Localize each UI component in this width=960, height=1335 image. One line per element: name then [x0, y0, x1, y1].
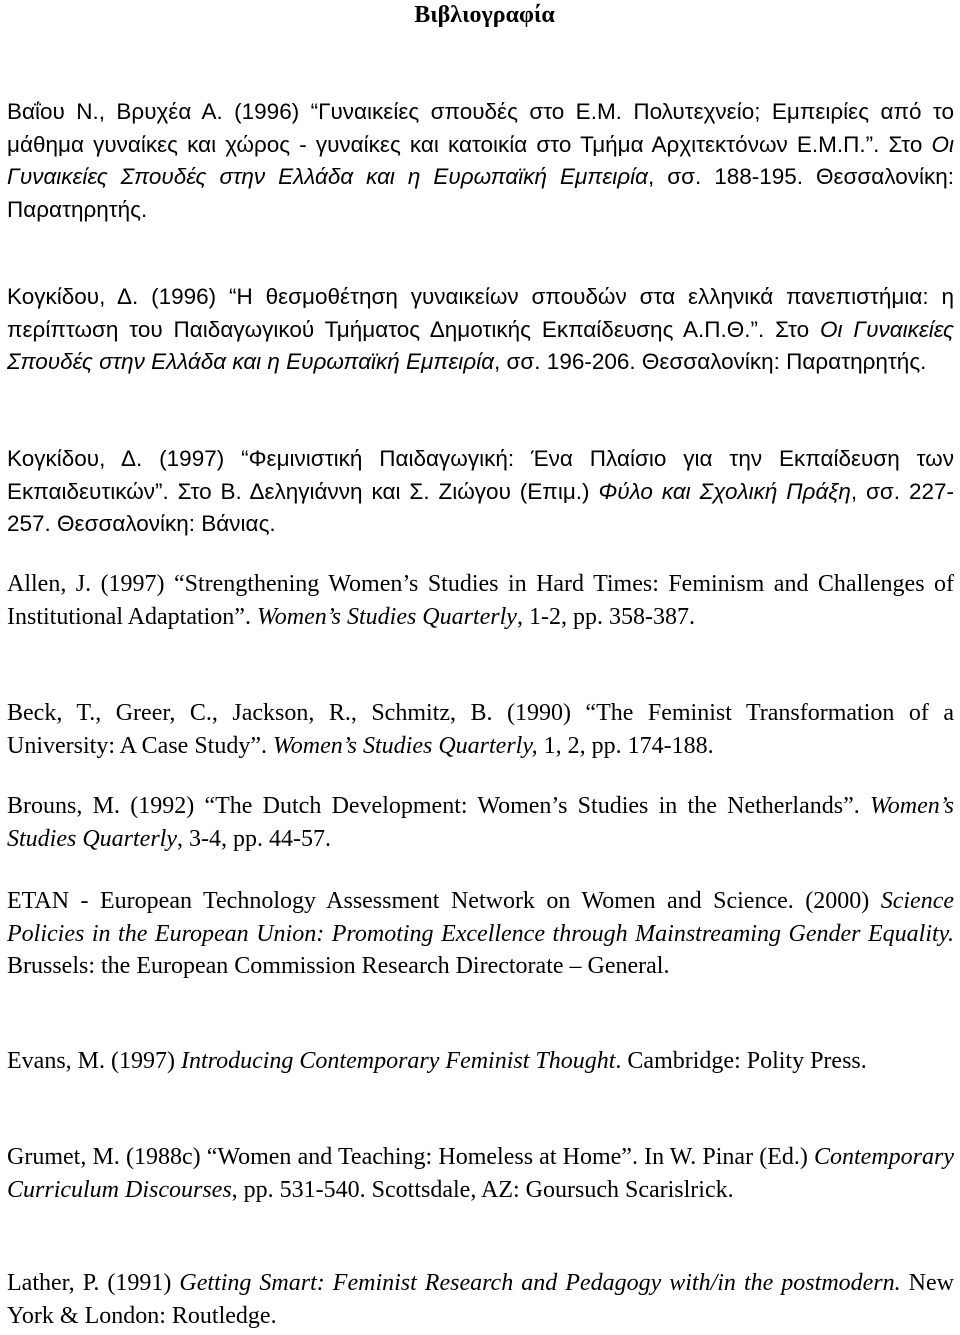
entry-text-segment: , σσ. 188-195. Θεσσαλονίκη: Παρατηρητής.: [7, 164, 955, 222]
entry-text-segment: Οι Γυναικείες Σπουδές στην Ελλάδα και η Ευρωπαϊκή Εμπειρία: [7, 131, 954, 190]
bibliography-entry-brouns: [7, 790, 954, 855]
bibliography-entry-kogkidou-1997: [7, 443, 954, 541]
entry-text-segment: Science Policies in the European Union: Promoting Excellence through Mainstreaming Gender Equality.: [7, 888, 954, 947]
bibliography-entry-evans: [7, 1045, 954, 1078]
bibliography-entry-kogkidou-1996: [7, 281, 954, 379]
bibliography-entry-vaiou: [7, 96, 954, 226]
entry-text-segment: , 1-2, pp. 358-387.: [516, 603, 695, 630]
bibliography-entry-allen: [7, 568, 954, 633]
entry-text-segment: Κογκίδου, Δ. (1997) “Φεμινιστική Παιδαγωγική: Ένα Πλαίσιο για την Εκπαίδευση των Εκπαιδευτικών”. Στο Β. Δεληγιάννη και Σ. Ζιώγου (Επιμ.): [7, 446, 954, 504]
entry-text-segment: , 3-4, pp. 44-57.: [176, 825, 331, 852]
entry-text-segment: , pp. 531-540. Scottsdale, AZ: Goursuch Scarislrick.: [231, 1176, 734, 1203]
entry-text-segment: Introducing Contemporary Feminist Thought: [180, 1048, 616, 1074]
entry-text-segment: Lather, P. (1991): [7, 1270, 180, 1296]
entry-text-segment: Women’s Studies Quarterly: [7, 793, 954, 852]
entry-text-segment: Brouns, M. (1992) “The Dutch Development: Women’s Studies in the Netherlands”.: [7, 793, 870, 819]
bibliography-entry-lather: [7, 1267, 954, 1332]
entry-text-segment: 1, 2, pp. 174-188.: [537, 732, 714, 759]
page-title: Βιβλιογραφία: [414, 2, 555, 28]
entry-text-segment: . Cambridge: Polity Press.: [615, 1048, 867, 1074]
entry-text-segment: Evans, M. (1997): [7, 1048, 181, 1074]
entry-text-segment: , σσ. 196-206. Θεσσαλονίκη: Παρατηρητής.: [494, 349, 927, 375]
entry-text-segment: Οι Γυναικείες Σπουδές στην Ελλάδα και η Ευρωπαϊκή Εμπειρία: [7, 316, 954, 375]
entry-text-segment: Brussels: the European Commission Research Directorate – General.: [7, 953, 670, 980]
entry-text-segment: Κογκίδου, Δ. (1996) “Η θεσμοθέτηση γυναικείων σπουδών στα ελληνικά πανεπιστήμια: η περίπτωση του Παιδαγωγικού Τμήματος Δημοτικής Εκπαίδευσης Α.Π.Θ.”. Στο: [7, 284, 954, 342]
bibliography-page: [7, 0, 955, 1329]
entry-text-segment: Φύλο και Σχολική Πράξη: [598, 478, 851, 504]
bibliography-entry-beck: [7, 697, 954, 762]
entry-text-segment: ETAN - European Technology Assessment Network on Women and Science. (2000): [7, 888, 881, 914]
entry-text-segment: , σσ. 227-257. Θεσσαλονίκη: Βάνιας.: [7, 478, 954, 537]
entry-text-segment: Allen, J. (1997) “Strengthening Women’s Studies in Hard Times: Feminism and Challenges of Institutional Adaptation”.: [7, 571, 954, 630]
entry-text-segment: Grumet, M. (1988c) “Women and Teaching: Homeless at Home”. In W. Pinar (Ed.): [7, 1144, 814, 1170]
entry-text-segment: Getting Smart: Feminist Research and Pedagogy with/in the postmodern.: [179, 1270, 901, 1296]
entry-text-segment: Women’s Studies Quarterly: [256, 603, 517, 630]
entry-text-segment: Beck, T., Greer, C., Jackson, R., Schmitz, B. (1990) “The Feminist Transformation of a University: A Case Study”.: [7, 700, 954, 759]
entry-text-segment: Βαΐου Ν., Βρυχέα Α. (1996) “Γυναικείες σπουδές στο Ε.Μ. Πολυτεχνείο; Εμπειρίες από το μάθημα γυναίκες και χώρος - γυναίκες και κατοικία στο Τμήμα Αρχιτεκτόνων Ε.Μ.Π.”. Στο: [7, 99, 954, 157]
entry-text-segment: Contemporary Curriculum Discourses: [7, 1144, 954, 1203]
entry-text-segment: New York & London: Routledge.: [7, 1270, 954, 1329]
entry-text-segment: Women’s Studies Quarterly,: [273, 732, 538, 759]
bibliography-entry-grumet: [7, 1141, 954, 1206]
bibliography-entry-etan: [7, 885, 954, 983]
